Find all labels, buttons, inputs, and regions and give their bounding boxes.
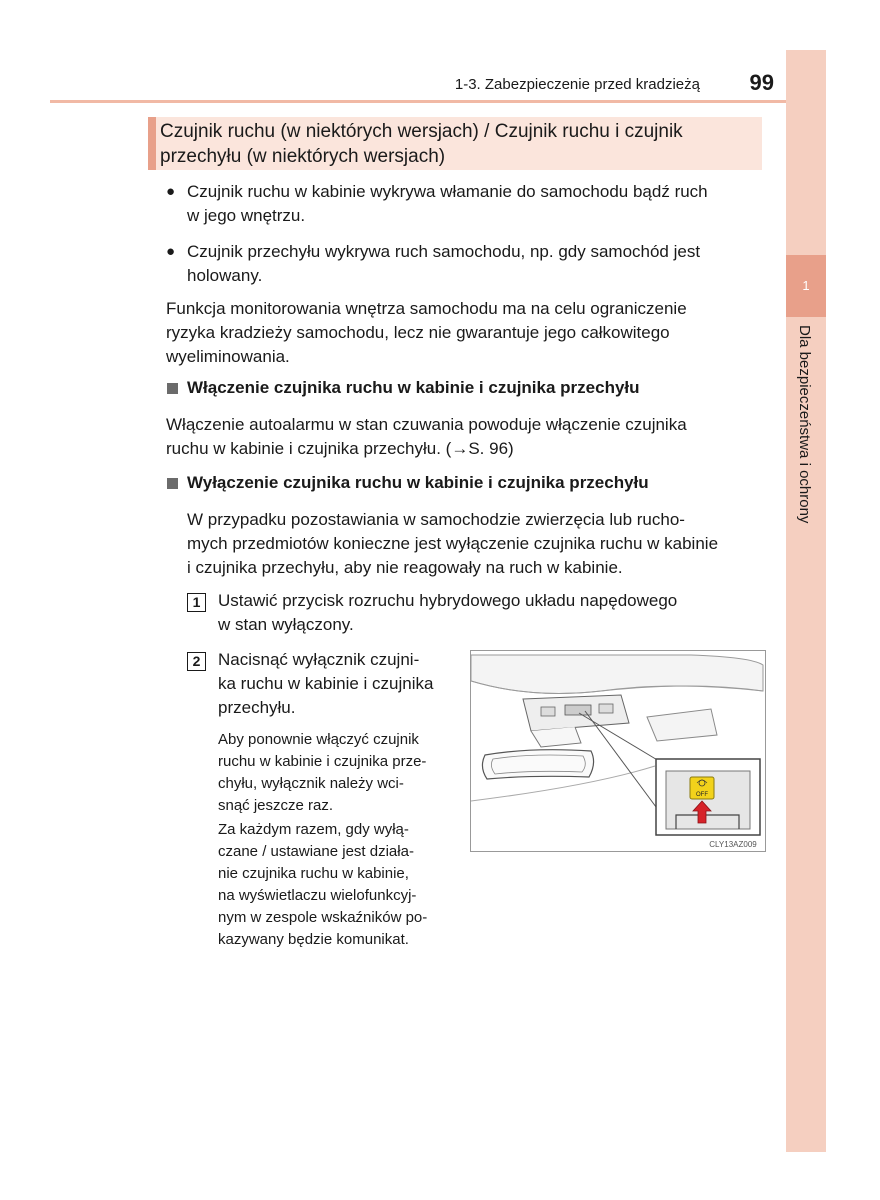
overhead-console-illustration	[470, 650, 766, 852]
chapter-label-text: Dla bezpieczeństwa i ochrony	[796, 325, 813, 524]
chapter-label	[784, 325, 824, 605]
step-number: 2	[187, 652, 206, 671]
paragraph-line: wyeliminowania.	[166, 347, 290, 366]
paragraph-line: Funkcja monitorowania wnętrza samochodu ma na celu ograniczenie	[166, 299, 687, 318]
roof-lining	[471, 655, 763, 693]
leader-line	[585, 711, 659, 811]
disable-heading: Wyłączenie czujnika ruchu w kabinie i czujnika przechyłu	[187, 473, 649, 492]
square-bullet-icon	[167, 383, 178, 394]
note-line: snąć jeszcze raz.	[218, 797, 334, 814]
step-line: Ustawić przycisk rozruchu hybrydowego układu napędowego	[218, 591, 678, 610]
paragraph-line: ruchu w kabinie i czujnika przechyłu. (→S. 96)	[166, 439, 514, 458]
note-line: na wyświetlaczu wielofunkcyj-	[218, 887, 417, 904]
paragraph-line: i czujnika przechyłu, aby nie reagowały na ruch w kabinie.	[187, 558, 623, 577]
chapter-title: 1-3. Zabezpieczenie przed kradzieżą	[454, 76, 700, 93]
bullet-line: w jego wnętrzu.	[187, 206, 306, 225]
step-text	[218, 648, 454, 720]
sun-visor	[647, 709, 717, 741]
enable-heading: Włączenie czujnika ruchu w kabinie i czujnika przechyłu	[187, 378, 640, 397]
step-line: ka ruchu w kabinie i czujnika	[218, 674, 434, 693]
note-line: nie czujnika ruchu w kabinie,	[218, 865, 409, 882]
header-rule	[50, 100, 786, 103]
map-lamp-right	[599, 704, 613, 713]
intro-paragraph	[166, 297, 762, 369]
rearview-mirror	[482, 750, 593, 779]
step-line: Nacisnąć wyłącznik czujni-	[218, 650, 420, 669]
note-paragraph	[218, 819, 454, 951]
bullet-line: Czujnik ruchu w kabinie wykrywa włamanie do samochodu bądź ruch	[187, 182, 708, 201]
bullet-item	[187, 240, 762, 288]
section-title	[160, 119, 760, 169]
note-line: Za każdym razem, gdy wyłą-	[218, 821, 409, 838]
page-number: 99	[749, 70, 774, 95]
paragraph-line: ryzyka kradzieży samochodu, lecz nie gwarantuje jego całkowitego	[166, 323, 670, 342]
step-number: 1	[187, 593, 206, 612]
note-line: kazywany będzie komunikat.	[218, 931, 409, 948]
section-title-line: przechyłu (w niektórych wersjach)	[160, 146, 446, 167]
illustration-drawing	[471, 651, 765, 851]
note-line: czane / ustawiane jest działa-	[218, 843, 414, 860]
figure-code: CLY13AZ009	[709, 840, 757, 849]
chapter-number-tab[interactable]: 1	[786, 255, 826, 317]
step-line: przechyłu.	[218, 698, 296, 717]
section-title-bar	[148, 117, 156, 170]
paragraph-line: Włączenie autoalarmu w stan czuwania powoduje włączenie czujnika	[166, 415, 687, 434]
disable-paragraph	[187, 508, 762, 580]
note-paragraph	[218, 729, 454, 817]
square-bullet-icon	[167, 478, 178, 489]
bullet-item	[187, 180, 762, 228]
note-line: chyłu, wyłącznik należy wci-	[218, 775, 404, 792]
enable-paragraph	[166, 413, 762, 461]
paragraph-line: W przypadku pozostawiania w samochodzie zwierzęcia lub rucho-	[187, 510, 685, 529]
note-line: ruchu w kabinie i czujnika prze-	[218, 753, 427, 770]
bullet-line: holowany.	[187, 266, 263, 285]
bullet-line: Czujnik przechyłu wykrywa ruch samochodu, np. gdy samochód jest	[187, 242, 701, 261]
section-title-line: Czujnik ruchu (w niektórych wersjach) / Czujnik ruchu i czujnik	[160, 121, 683, 142]
bullet-icon: ●	[166, 243, 176, 260]
map-lamp-left	[541, 707, 555, 716]
note-line: nym w zespole wskaźników po-	[218, 909, 428, 926]
step-text	[218, 589, 762, 637]
button-off-label: OFF	[696, 792, 708, 798]
note-line: Aby ponownie włączyć czujnik	[218, 731, 419, 748]
step-line: w stan wyłączony.	[218, 615, 354, 634]
bullet-icon: ●	[166, 183, 176, 200]
paragraph-line: mych przedmiotów konieczne jest wyłączenie czujnika ruchu w kabinie	[187, 534, 719, 553]
